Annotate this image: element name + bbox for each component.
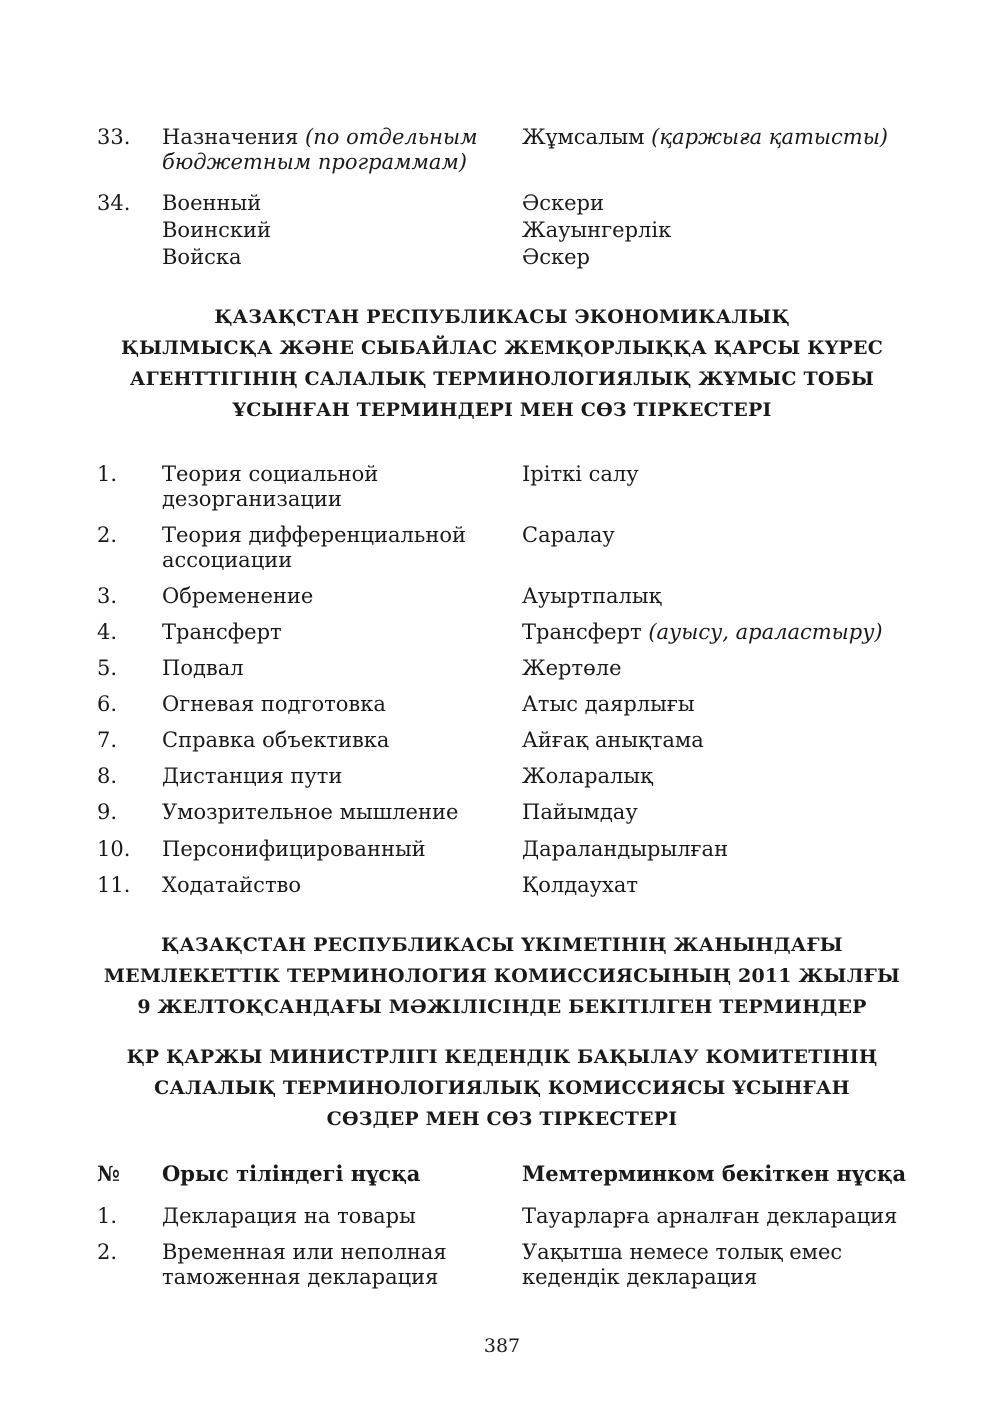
term-kazakh [522, 523, 942, 548]
term-kazakh [522, 1204, 942, 1229]
term-russian-line: Дистанция пути [162, 764, 343, 788]
heading-line: ҚЫЛМЫСҚА ЖӘНЕ СЫБАЙЛАС ЖЕМҚОРЛЫҚҚА ҚАРСЫ КҮРЕС [120, 337, 884, 359]
section-heading [60, 930, 944, 1023]
term-russian-line: Подвал [162, 656, 244, 680]
term-kazakh-line: Ауыртпалық [522, 584, 662, 608]
term-kazakh-line: Дараландырылған [522, 837, 729, 861]
header-russian [162, 1161, 507, 1186]
header-number: № [97, 1161, 120, 1186]
term-russian-line: дезорганизации [162, 487, 342, 511]
term-number: 33. [97, 125, 131, 149]
term-kazakh-line: Қолдаухат [522, 873, 639, 897]
term-kazakh [522, 800, 942, 825]
term-number: 34. [97, 191, 131, 215]
term-russian [162, 620, 507, 645]
term-russian [162, 462, 507, 512]
term-number: 8. [97, 764, 118, 788]
term-russian [162, 873, 507, 898]
term-kazakh-line: Тауарларға арналған декларация [522, 1204, 898, 1228]
term-kazakh [522, 837, 942, 862]
term-kazakh [522, 584, 942, 609]
term-kazakh-line: Айғақ анықтама [522, 728, 704, 752]
term-russian-line: таможенная декларация [162, 1265, 439, 1289]
term-number: 3. [97, 584, 118, 608]
term-russian-line: Войска [162, 245, 242, 269]
term-kazakh-line: кедендік декларация [522, 1265, 758, 1289]
section-heading [60, 1042, 944, 1135]
term-russian [162, 125, 507, 175]
term-russian [162, 190, 507, 271]
term-russian-line: Персонифицированный [162, 837, 426, 861]
page-number: 387 [483, 1335, 521, 1357]
term-kazakh [522, 656, 942, 681]
term-number: 7. [97, 728, 118, 752]
term-russian-note: (по отдельным [305, 125, 478, 149]
heading-line: АГЕНТТІГІНІҢ САЛАЛЫҚ ТЕРМИНОЛОГИЯЛЫҚ ЖҰМЫС ТОБЫ [129, 368, 875, 390]
term-russian [162, 1204, 507, 1229]
heading-line: САЛАЛЫҚ ТЕРМИНОЛОГИЯЛЫҚ КОМИССИЯСЫ ҰСЫНҒАН [154, 1077, 850, 1099]
term-russian [162, 1240, 507, 1290]
heading-line: СӨЗДЕР МЕН СӨЗ ТІРКЕСТЕРІ [326, 1108, 678, 1130]
term-russian [162, 692, 507, 717]
term-number: 6. [97, 692, 118, 716]
term-kazakh-note: (ауысу, араластыру) [648, 620, 883, 644]
term-number: 2. [97, 523, 118, 547]
heading-line: ҚАЗАҚСТАН РЕСПУБЛИКАСЫ ҮКІМЕТІНІҢ ЖАНЫНДАҒЫ [161, 934, 843, 956]
term-russian-line: Обременение [162, 584, 314, 608]
term-russian-line: Воинский [162, 218, 271, 242]
term-russian [162, 656, 507, 681]
heading-line: МЕМЛЕКЕТТІК ТЕРМИНОЛОГИЯ КОМИССИЯСЫНЫҢ 2011 ЖЫЛҒЫ [103, 965, 901, 987]
term-russian-line: Ходатайство [162, 873, 302, 897]
heading-line: 9 ЖЕЛТОҚСАНДАҒЫ МӘЖІЛІСІНДЕ БЕКІТІЛГЕН ТЕРМИНДЕР [137, 996, 867, 1018]
term-kazakh-line: Әскери [522, 191, 604, 215]
term-number: 11. [97, 873, 131, 897]
term-russian-line: Теория дифференциальной [162, 523, 466, 547]
term-kazakh-line: Жоларалық [522, 764, 653, 788]
term-kazakh-line: Жертөле [522, 656, 622, 680]
header-kazakh [522, 1161, 942, 1186]
term-kazakh-line: Уақытша немесе толық емес [522, 1240, 843, 1264]
term-kazakh-text: Трансферт [522, 620, 642, 644]
term-kazakh-line: Әскер [522, 245, 590, 269]
term-russian-note-cont: бюджетным программам) [162, 150, 467, 174]
term-russian-line: Справка объективка [162, 728, 390, 752]
term-number: 1. [97, 1204, 118, 1228]
term-kazakh [522, 620, 942, 645]
term-russian-line: Временная или неполная [162, 1240, 447, 1264]
term-kazakh-text: Жұмсалым [522, 125, 645, 149]
term-russian [162, 728, 507, 753]
term-number: 10. [97, 837, 131, 861]
term-russian-line: Трансферт [162, 620, 282, 644]
term-russian-line: Огневая подготовка [162, 692, 386, 716]
term-number: 4. [97, 620, 118, 644]
term-russian-line: ассоциации [162, 548, 293, 572]
term-number: 1. [97, 462, 118, 486]
term-russian-line: Умозрительное мышление [162, 800, 459, 824]
term-russian-text: Назначения [162, 125, 299, 149]
term-kazakh [522, 125, 942, 150]
heading-line: ҚАЗАҚСТАН РЕСПУБЛИКАСЫ ЭКОНОМИКАЛЫҚ [214, 306, 790, 328]
term-number: 9. [97, 800, 118, 824]
term-kazakh-note: (қаржыға қатысты) [651, 125, 888, 149]
heading-line: ҚР ҚАРЖЫ МИНИСТРЛІГІ КЕДЕНДІК БАҚЫЛАУ КОМИТЕТІНІҢ [126, 1046, 878, 1068]
term-russian [162, 837, 507, 862]
term-russian [162, 523, 507, 573]
term-kazakh-line: Саралау [522, 523, 615, 547]
term-russian [162, 800, 507, 825]
term-kazakh [522, 873, 942, 898]
term-kazakh-line: Жауынгерлік [522, 218, 672, 242]
term-russian-line: Теория социальной [162, 462, 379, 486]
term-russian-line: Военный [162, 191, 262, 215]
term-russian-line: Декларация на товары [162, 1204, 416, 1228]
term-kazakh [522, 190, 942, 271]
term-kazakh [522, 1240, 942, 1290]
term-kazakh-line: Іріткі салу [522, 462, 639, 486]
term-kazakh-line: Атыс даярлығы [522, 692, 695, 716]
term-kazakh [522, 692, 942, 717]
term-number: 5. [97, 656, 118, 680]
header-kazakh-text: Мемтерминком бекіткен нұсқа [522, 1161, 907, 1186]
heading-line: ҰСЫНҒАН ТЕРМИНДЕРІ МЕН СӨЗ ТІРКЕСТЕРІ [232, 399, 772, 421]
term-kazakh [522, 764, 942, 789]
term-kazakh [522, 462, 942, 487]
term-kazakh [522, 728, 942, 753]
term-russian [162, 584, 507, 609]
term-number: 2. [97, 1240, 118, 1264]
term-kazakh-line: Пайымдау [522, 800, 638, 824]
term-russian [162, 764, 507, 789]
section-heading [60, 302, 944, 426]
header-russian-text: Орыс тіліндегі нұсқа [162, 1161, 421, 1186]
